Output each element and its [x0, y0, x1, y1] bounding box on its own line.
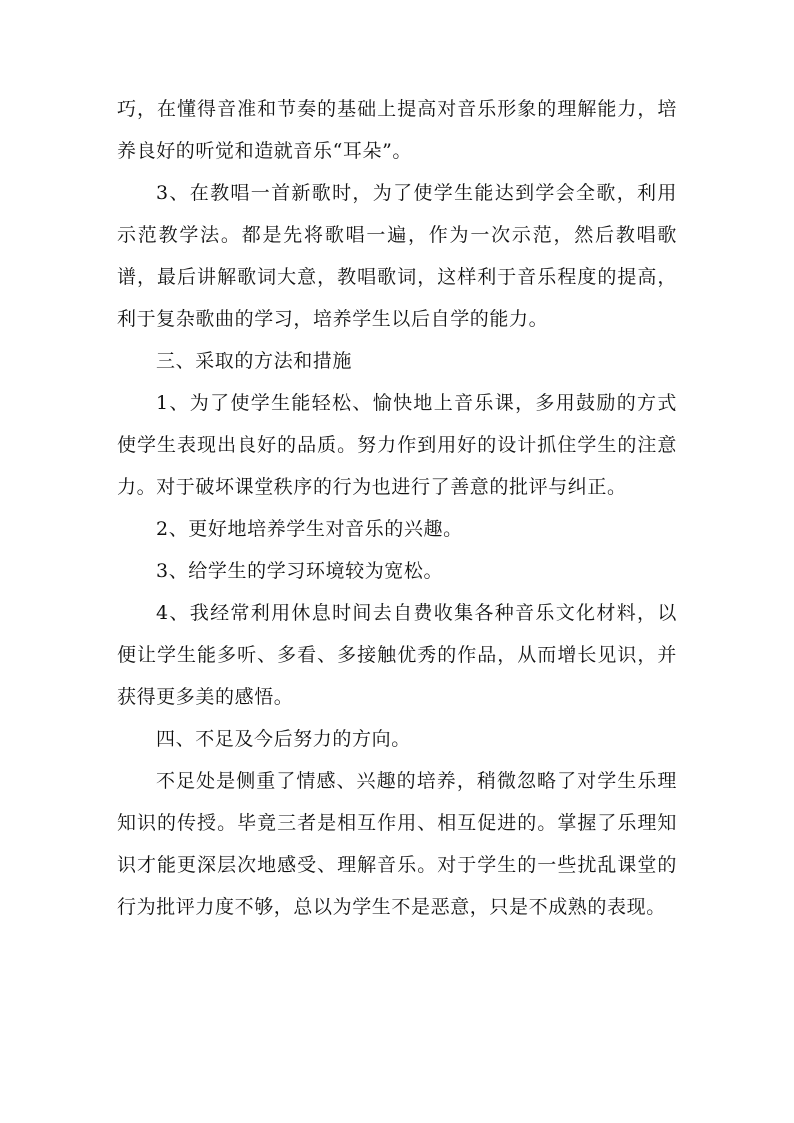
paragraph-continuation: 巧，在懂得音准和节奏的基础上提高对音乐形象的理解能力，培养良好的听觉和造就音乐“耳朵”。: [117, 98, 677, 162]
section-heading-shortcomings: 四、不足及今后努力的方向。: [156, 728, 411, 750]
section-heading-methods: 三、采取的方法和措施: [156, 350, 353, 372]
paragraph-method-3: 3、给学生的学习环境较为宽松。: [156, 560, 444, 582]
paragraph-method-4: 4、我经常利用休息时间去自费收集各种音乐文化材料，以便让学生能多听、多看、多接触优秀的作品，从而增长见识，并获得更多美的感悟。: [117, 602, 677, 708]
paragraph-method-1: 1、为了使学生能轻松、愉快地上音乐课，多用鼓励的方式使学生表现出良好的品质。努力作到用好的设计抓住学生的注意力。对于破坏课堂秩序的行为也进行了善意的批评与纠正。: [117, 392, 677, 498]
paragraph-method-2: 2、更好地培养学生对音乐的兴趣。: [156, 518, 463, 540]
paragraph-shortcomings: 不足处是侧重了情感、兴趣的培养，稍微忽略了对学生乐理知识的传授。毕竟三者是相互作用、相互促进的。掌握了乐理知识才能更深层次地感受、理解音乐。对于学生的一些扰乱课堂的行为批评力度不够，总以为学生不是恶意，只是不成熟的表现。: [117, 770, 677, 918]
document-body: [117, 88, 677, 928]
paragraph-item-3-teaching-method: 3、在教唱一首新歌时，为了使学生能达到学会全歌，利用示范教学法。都是先将歌唱一遍，作为一次示范，然后教唱歌谱，最后讲解歌词大意，教唱歌词，这样利于音乐程度的提高，利于复杂歌曲的学习，培养学生以后自学的能力。: [117, 182, 677, 330]
